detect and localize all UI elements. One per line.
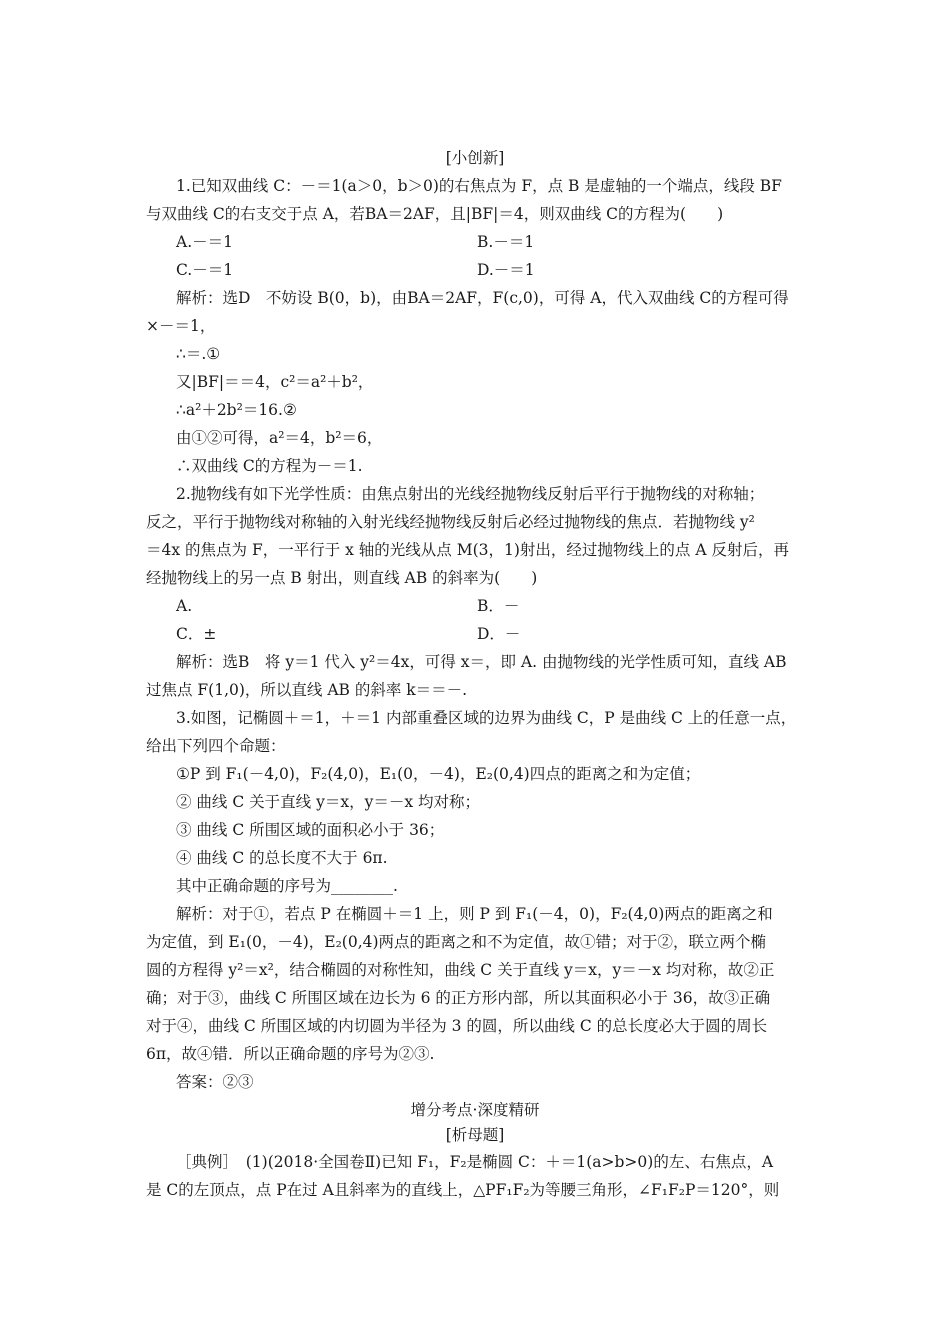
q1-solution-line-6: 由①②可得，a²＝4，b²＝6， bbox=[176, 429, 383, 447]
q1-solution-line-2: ×－＝1， bbox=[146, 317, 216, 335]
q2-solution-line-2: 过焦点 F(1,0)，所以直线 AB 的斜率 k＝＝－. bbox=[146, 681, 468, 699]
question-2-line-3: ＝4x 的焦点为 F，一平行于 x 轴的光线从点 M(3，1)射出，经过抛物线上的点 A 反射后，再 bbox=[146, 541, 789, 559]
q1-solution-line-5: ∴a²＋2b²＝16.② bbox=[176, 401, 297, 419]
question-2-line-1: 2.抛物线有如下光学性质：由焦点射出的光线经抛物线反射后平行于抛物线的对称轴； bbox=[176, 485, 765, 503]
q3-proposition-4: ④ 曲线 C 的总长度不大于 6π. bbox=[176, 849, 388, 867]
q3-solution-line-5: 对于④，曲线 C 所围区域的内切圆为半径为 3 的圆，所以曲线 C 的总长度必大于圆的周长 bbox=[146, 1017, 768, 1035]
section-heading-zeng-fen: 增分考点·深度精研 bbox=[410, 1101, 540, 1119]
q2-option-c: C．± bbox=[176, 625, 217, 643]
q2-solution-line-1: 解析：选B 将 y＝1 代入 y²＝4x，可得 x＝，即 A. 由抛物线的光学性质可知，直线 AB bbox=[176, 653, 787, 671]
q3-solution-line-3: 圆的方程得 y²＝x²，结合椭圆的对称性知，曲线 C 关于直线 y＝x，y＝－x 均对称，故②正 bbox=[146, 961, 775, 979]
q3-question-blank: 其中正确命题的序号为________. bbox=[176, 877, 398, 895]
q1-option-b: B.－＝1 bbox=[477, 233, 535, 251]
q2-option-d: D．－ bbox=[477, 625, 521, 643]
q1-option-d: D.－＝1 bbox=[477, 261, 535, 279]
q3-solution-line-6: 6π，故④错．所以正确命题的序号为②③. bbox=[146, 1045, 435, 1063]
q1-solution-line-3: ∴＝.① bbox=[176, 345, 221, 363]
q2-option-a: A. bbox=[176, 597, 193, 615]
q1-solution-line-7: ∴双曲线 C的方程为－＝1. bbox=[176, 457, 363, 475]
q2-option-b: B．－ bbox=[477, 597, 520, 615]
q1-solution-line-4: 又|BF|＝＝4，c²＝a²＋b²， bbox=[176, 373, 374, 391]
q1-option-a: A.－＝1 bbox=[176, 233, 233, 251]
question-2-line-2: 反之，平行于抛物线对称轴的入射光线经抛物线反射后必经过抛物线的焦点．若抛物线 y² bbox=[146, 513, 755, 531]
q3-solution-line-4: 确；对于③，曲线 C 所围区域在边长为 6 的正方形内部，所以其面积必小于 36，故③正确 bbox=[146, 989, 771, 1007]
q1-option-c: C.－＝1 bbox=[176, 261, 234, 279]
example-line-1: ［典例］ (1)(2018·全国卷Ⅱ)已知 F₁，F₂是椭圆 C：＋＝1(a>b>0)的左、右焦点，A bbox=[176, 1153, 774, 1171]
q3-proposition-1: ①P 到 F₁(－4,0)，F₂(4,0)，E₁(0，－4)，E₂(0,4)四点的距离之和为定值； bbox=[176, 765, 701, 783]
section-heading-xi-mu-ti: [析母题] bbox=[445, 1126, 505, 1144]
q3-answer: 答案：②③ bbox=[176, 1073, 254, 1091]
q3-solution-line-2: 为定值，到 E₁(0，－4)，E₂(0,4)两点的距离之和不为定值，故①错；对于②，联立两个椭 bbox=[146, 933, 767, 951]
question-3-line-2: 给出下列四个命题： bbox=[146, 737, 286, 755]
question-2-line-4: 经抛物线上的另一点 B 射出，则直线 AB 的斜率为( ) bbox=[146, 569, 538, 587]
question-1-line-2: 与双曲线 C的右支交于点 A，若BA＝2AF，且|BF|＝4，则双曲线 C的方程为( ) bbox=[146, 205, 724, 223]
question-3-line-1: 3.如图，记椭圆＋＝1，＋＝1 内部重叠区域的边界为曲线 C，P 是曲线 C 上的任意一点， bbox=[176, 709, 797, 727]
q3-proposition-3: ③ 曲线 C 所围区域的面积必小于 36； bbox=[176, 821, 445, 839]
question-1-line-1: 1.已知双曲线 C：－＝1(a＞0，b＞0)的右焦点为 F，点 B 是虚轴的一个端点，线段 BF bbox=[176, 177, 782, 195]
section-heading-xiao-chuang-xin: [小创新] bbox=[445, 149, 505, 167]
example-line-2: 是 C的左顶点，点 P在过 A且斜率为的直线上，△PF₁F₂为等腰三角形，∠F₁F₂P＝120°，则 bbox=[146, 1181, 780, 1199]
q3-proposition-2: ② 曲线 C 关于直线 y＝x，y＝－x 均对称； bbox=[176, 793, 480, 811]
q3-solution-line-1: 解析：对于①，若点 P 在椭圆＋＝1 上，则 P 到 F₁(－4，0)，F₂(4,0)两点的距离之和 bbox=[176, 905, 773, 923]
q1-solution-line-1: 解析：选D 不妨设 B(0，b)，由BA＝2AF，F(c,0)，可得 A，代入双曲线 C的方程可得 bbox=[176, 289, 789, 307]
